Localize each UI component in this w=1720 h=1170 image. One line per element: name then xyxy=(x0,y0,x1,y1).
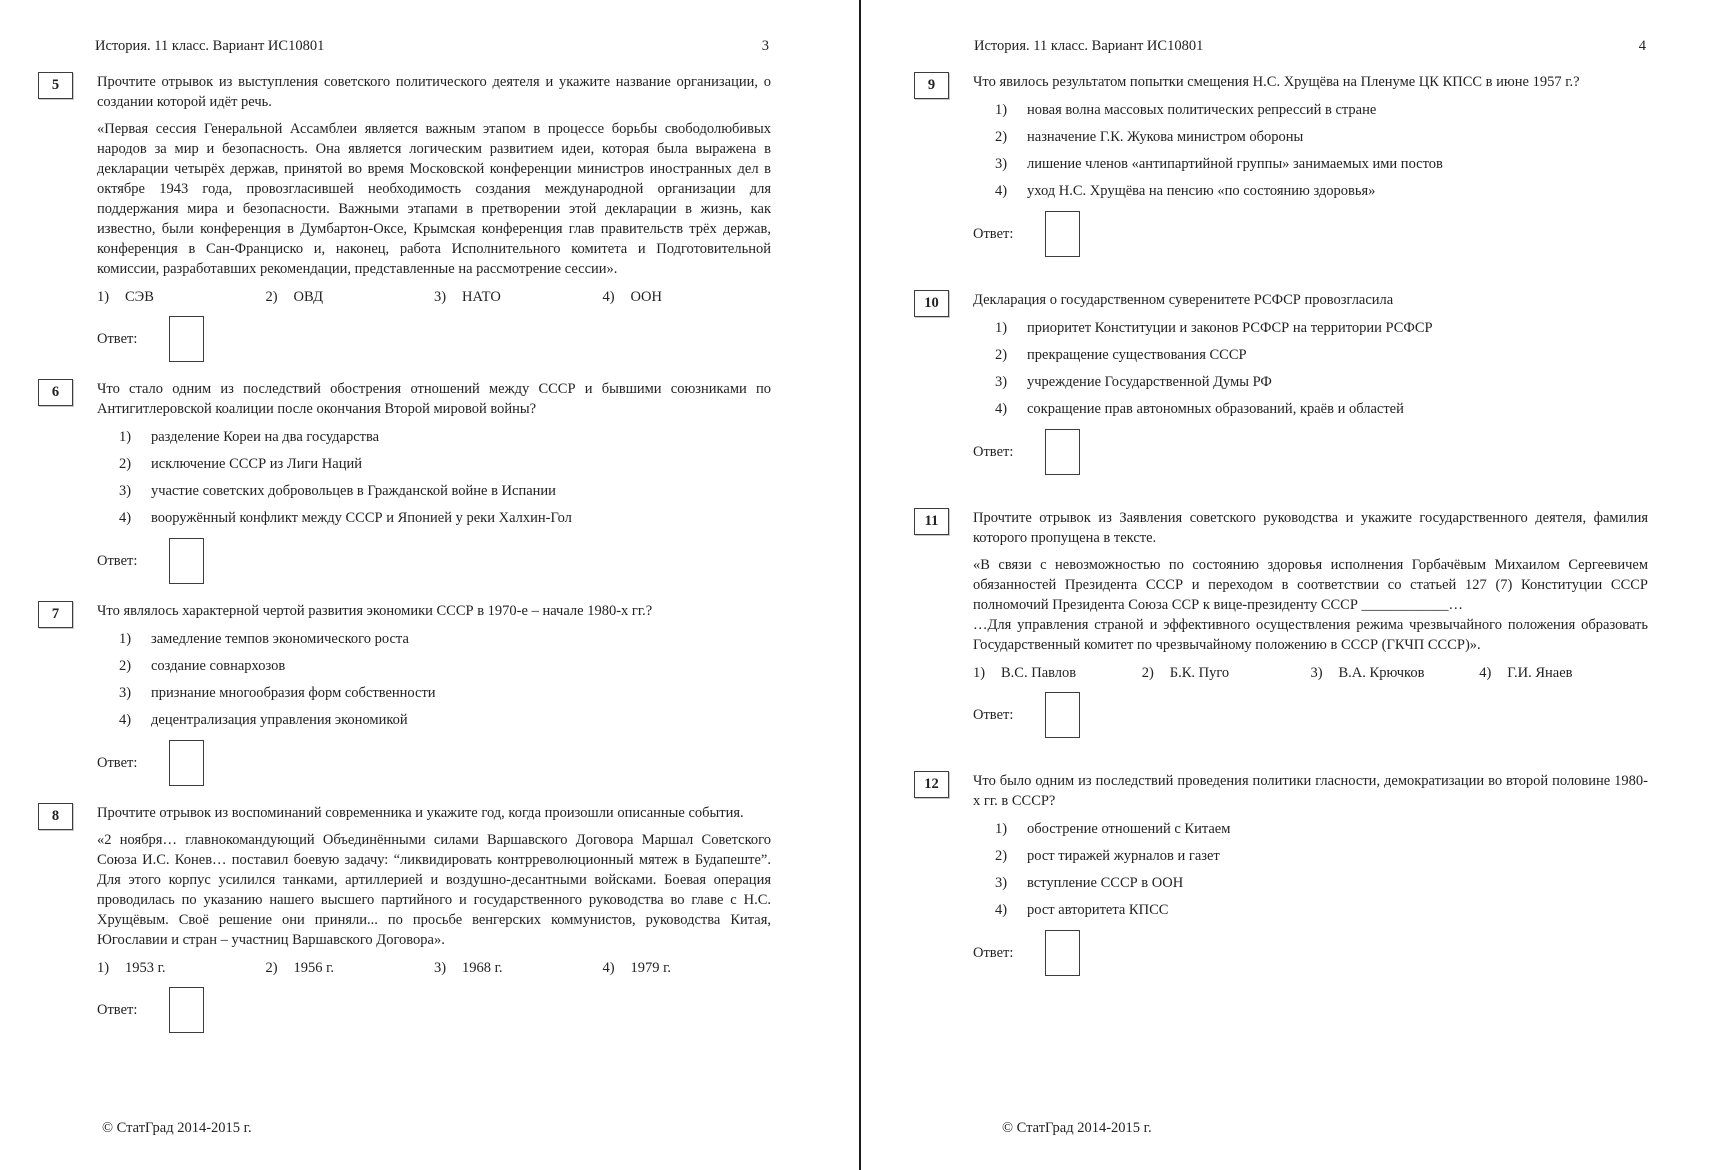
option-item xyxy=(973,846,1648,866)
option-item xyxy=(266,958,435,978)
question-6 xyxy=(38,379,771,591)
option-number: 3) xyxy=(434,960,447,976)
question-11 xyxy=(914,508,1648,745)
option-text: НАТО xyxy=(462,289,501,305)
option-text: участие советских добровольцев в Гражданской войне в Испании xyxy=(151,483,556,499)
question-10-number-box: 10 xyxy=(914,290,949,317)
option-item xyxy=(973,399,1648,419)
question-5-prompt: Прочтите отрывок из выступления советского политического деятеля и укажите название организации, о создании которой идёт речь. xyxy=(97,74,771,110)
question-6-options xyxy=(97,427,771,528)
page-number: 4 xyxy=(1638,38,1646,54)
question-10-options xyxy=(973,318,1648,419)
option-text: учреждение Государственной Думы РФ xyxy=(1027,374,1272,390)
question-11-options xyxy=(973,663,1648,683)
answer-label: Ответ: xyxy=(97,331,138,347)
question-7-options xyxy=(97,629,771,730)
question-5-quote: «Первая сессия Генеральной Ассамблеи является важным этапом в процессе борьбы свободолюбивых народов за мир и безопасность. Она является логическим развитием идеи, которая была выражена в декларации четырёх держав, принятой во время Московской конференции министров иностранных дел в октябре 1943 года, провозгласившей необходимость создания международной организации для поддержания мира и безопасности. Важными этапами в претворении этой декларации в жизнь, как известно, были конференция в Думбартон-Оксе, Крымская конференция глав правительств трёх держав, конференция в Сан-Франциско и, наконец, работа Исполнительного комитета и Подготовительной комиссии, разработавших рекомендации, представленные на рассмотрение сессии». xyxy=(97,121,771,277)
question-10 xyxy=(914,290,1648,482)
option-item xyxy=(97,656,771,676)
question-9-number-box: 9 xyxy=(914,72,949,99)
question-9 xyxy=(914,72,1648,264)
option-text: СЭВ xyxy=(125,289,154,305)
option-text: исключение СССР из Лиги Наций xyxy=(151,456,362,472)
option-item xyxy=(973,819,1648,839)
question-12-prompt: Что было одним из последствий проведения политики гласности, демократизации во второй половине 1980-х гг. в СССР? xyxy=(973,773,1648,809)
question-5 xyxy=(38,72,771,369)
option-item xyxy=(266,287,435,307)
option-text: децентрализация управления экономикой xyxy=(151,712,408,728)
option-text: вооружённый конфликт между СССР и Японией у реки Халхин-Гол xyxy=(151,510,572,526)
answer-label: Ответ: xyxy=(973,707,1014,723)
question-11-quote: «В связи с невозможностью по состоянию здоровья исполнения Горбачёвым Михаилом Сергеевичем обязанностей Президента СССР и переходом в соответствии со статьей 127 (7) Конституции СССР полномочий Президента Союза ССР к вице-президенту СССР ____________… xyxy=(973,557,1648,613)
option-number: 4) xyxy=(119,510,132,526)
page-header xyxy=(38,36,771,54)
question-8-options xyxy=(97,958,771,978)
question-6-answer-box[interactable] xyxy=(169,538,204,584)
option-number: 1) xyxy=(97,289,110,305)
option-number: 3) xyxy=(995,374,1008,390)
question-8-answer-row xyxy=(97,984,771,1036)
option-number: 3) xyxy=(1310,665,1323,681)
option-text: обострение отношений с Китаем xyxy=(1027,821,1231,837)
option-text: ОВД xyxy=(293,289,323,305)
question-7-number-box: 7 xyxy=(38,601,73,628)
option-item xyxy=(973,345,1648,365)
option-number: 2) xyxy=(995,347,1008,363)
option-number: 1) xyxy=(995,821,1008,837)
answer-label: Ответ: xyxy=(973,226,1014,242)
option-number: 4) xyxy=(602,960,615,976)
question-5-answer-box[interactable] xyxy=(169,316,204,362)
option-text: разделение Кореи на два государства xyxy=(151,429,380,445)
option-item xyxy=(973,873,1648,893)
option-text: приоритет Конституции и законов РСФСР на территории РСФСР xyxy=(1027,320,1433,336)
question-9-options xyxy=(973,100,1648,201)
option-number: 1) xyxy=(995,102,1008,118)
option-text: 1956 г. xyxy=(293,960,335,976)
option-text: новая волна массовых политических репрессий в стране xyxy=(1027,102,1377,118)
option-item xyxy=(603,958,772,978)
option-number: 2) xyxy=(1141,665,1154,681)
option-number: 1) xyxy=(119,429,132,445)
option-number: 4) xyxy=(995,902,1008,918)
question-6-prompt: Что стало одним из последствий обострения отношений между СССР и бывшими союзниками по Антигитлеровской коалиции после окончания Второй мировой войны? xyxy=(97,381,771,417)
option-number: 2) xyxy=(119,658,132,674)
option-item xyxy=(1142,663,1311,683)
option-item xyxy=(1311,663,1480,683)
option-text: лишение членов «антипартийной группы» занимаемых ими постов xyxy=(1027,156,1443,172)
option-text: 1968 г. xyxy=(462,960,503,976)
option-text: ООН xyxy=(630,289,662,305)
question-11-number-box: 11 xyxy=(914,508,949,535)
answer-label: Ответ: xyxy=(97,755,138,771)
option-text: В.А. Крючков xyxy=(1338,665,1425,681)
option-number: 2) xyxy=(995,129,1008,145)
option-number: 4) xyxy=(1479,665,1492,681)
option-text: рост авторитета КПСС xyxy=(1027,902,1169,918)
option-text: создание совнархозов xyxy=(151,658,286,674)
option-item xyxy=(973,900,1648,920)
option-item xyxy=(973,127,1648,147)
option-text: вступление СССР в ООН xyxy=(1027,875,1184,891)
option-text: признание многообразия форм собственности xyxy=(151,685,436,701)
option-text: Г.И. Янаев xyxy=(1507,665,1573,681)
question-8-quote: «2 ноября… главнокомандующий Объединёнными силами Варшавского Договора Маршал Советского Союза И.С. Конев… поставил боевую задачу: “ликвидировать контрреволюционный мятеж в Будапеште”. Для этого корпус усилился танками, артиллерией и воздушно-десантными войсками. Боевая операция проводилась по указанию нашего высшего партийного и государственного руководства во главе с Н.С. Хрущёвым. Своё решение они приняли... по просьбе венгерских коммунистов, руководства Китая, Югославии и стран – участниц Варшавского Договора». xyxy=(97,832,771,948)
question-9-answer-row xyxy=(973,208,1648,260)
option-item xyxy=(603,287,772,307)
question-5-number-box: 5 xyxy=(38,72,73,99)
option-text: замедление темпов экономического роста xyxy=(151,631,409,647)
question-11-prompt: Прочтите отрывок из Заявления советского руководства и укажите государственного деятеля, фамилия которого пропущена в тексте. xyxy=(973,510,1648,546)
document-title: История. 11 класс. Вариант ИС10801 xyxy=(974,38,1204,54)
question-12-answer-box[interactable] xyxy=(1045,930,1080,976)
question-7-answer-row xyxy=(97,737,771,789)
question-12-answer-row xyxy=(973,927,1648,979)
option-text: Б.К. Пуго xyxy=(1169,665,1230,681)
option-number: 4) xyxy=(119,712,132,728)
option-number: 3) xyxy=(995,156,1008,172)
option-item xyxy=(97,454,771,474)
option-item xyxy=(973,154,1648,174)
option-number: 2) xyxy=(265,289,278,305)
option-item xyxy=(973,372,1648,392)
option-item xyxy=(1479,663,1648,683)
question-12-options xyxy=(973,819,1648,920)
option-text: назначение Г.К. Жукова министром обороны xyxy=(1027,129,1304,145)
question-9-prompt: Что явилось результатом попытки смещения Н.С. Хрущёва на Пленуме ЦК КПСС в июне 1957 г.? xyxy=(973,74,1580,90)
answer-label: Ответ: xyxy=(97,1002,138,1018)
option-number: 2) xyxy=(265,960,278,976)
question-7-answer-box[interactable] xyxy=(169,740,204,786)
question-11-answer-box[interactable] xyxy=(1045,692,1080,738)
page-number: 3 xyxy=(761,38,769,54)
exam-page-4 xyxy=(861,0,1718,1170)
question-5-options xyxy=(97,287,771,307)
option-number: 1) xyxy=(119,631,132,647)
option-item xyxy=(97,481,771,501)
option-number: 3) xyxy=(995,875,1008,891)
option-item xyxy=(97,629,771,649)
document-title: История. 11 класс. Вариант ИС10801 xyxy=(95,38,325,54)
option-number: 1) xyxy=(995,320,1008,336)
option-number: 3) xyxy=(119,483,132,499)
question-11-quote-continued: …Для управления страной и эффективного осуществления режима чрезвычайного положения образовать Государственный комитет по чрезвычайному положению в СССР (ГКЧП СССР)». xyxy=(973,617,1648,653)
question-11-answer-row xyxy=(973,689,1648,741)
page-header xyxy=(914,36,1648,54)
question-8 xyxy=(38,803,771,1040)
question-7 xyxy=(38,601,771,793)
option-text: 1979 г. xyxy=(630,960,672,976)
option-item xyxy=(97,287,266,307)
option-text: В.С. Павлов xyxy=(1001,665,1077,681)
question-10-prompt: Декларация о государственном суверенитете РСФСР провозгласила xyxy=(973,292,1394,308)
question-6-number-box: 6 xyxy=(38,379,73,406)
option-number: 4) xyxy=(602,289,615,305)
option-number: 1) xyxy=(973,665,986,681)
question-10-answer-row xyxy=(973,426,1648,478)
option-number: 2) xyxy=(119,456,132,472)
option-number: 1) xyxy=(97,960,110,976)
question-8-answer-box[interactable] xyxy=(169,987,204,1033)
option-text: сокращение прав автономных образований, краёв и областей xyxy=(1027,401,1404,417)
question-10-answer-box[interactable] xyxy=(1045,429,1080,475)
option-item xyxy=(97,508,771,528)
question-6-answer-row xyxy=(97,535,771,587)
option-number: 2) xyxy=(995,848,1008,864)
option-text: 1953 г. xyxy=(125,960,166,976)
option-item xyxy=(973,663,1142,683)
question-9-answer-box[interactable] xyxy=(1045,211,1080,257)
question-12-number-box: 12 xyxy=(914,771,949,798)
option-item xyxy=(973,100,1648,120)
question-5-answer-row xyxy=(97,313,771,365)
option-item xyxy=(973,181,1648,201)
copyright-footer: © СтатГрад 2014-2015 г. xyxy=(102,1120,252,1136)
question-8-prompt: Прочтите отрывок из воспоминаний современника и укажите год, когда произошли описанные события. xyxy=(97,805,744,821)
option-number: 4) xyxy=(995,183,1008,199)
option-item xyxy=(97,427,771,447)
option-item xyxy=(434,958,603,978)
option-item xyxy=(434,287,603,307)
option-item xyxy=(97,683,771,703)
answer-label: Ответ: xyxy=(973,945,1014,961)
answer-label: Ответ: xyxy=(973,444,1014,460)
option-text: уход Н.С. Хрущёва на пенсию «по состоянию здоровья» xyxy=(1027,183,1376,199)
question-12 xyxy=(914,771,1648,983)
option-item xyxy=(97,958,266,978)
option-number: 4) xyxy=(995,401,1008,417)
option-item xyxy=(97,710,771,730)
copyright-footer: © СтатГрад 2014-2015 г. xyxy=(1002,1120,1152,1136)
answer-label: Ответ: xyxy=(97,553,138,569)
option-number: 3) xyxy=(434,289,447,305)
option-item xyxy=(973,318,1648,338)
question-8-number-box: 8 xyxy=(38,803,73,830)
option-text: прекращение существования СССР xyxy=(1027,347,1247,363)
option-number: 3) xyxy=(119,685,132,701)
question-7-prompt: Что являлось характерной чертой развития экономики СССР в 1970-е – начале 1980-х гг.? xyxy=(97,603,653,619)
option-text: рост тиражей журналов и газет xyxy=(1027,848,1220,864)
